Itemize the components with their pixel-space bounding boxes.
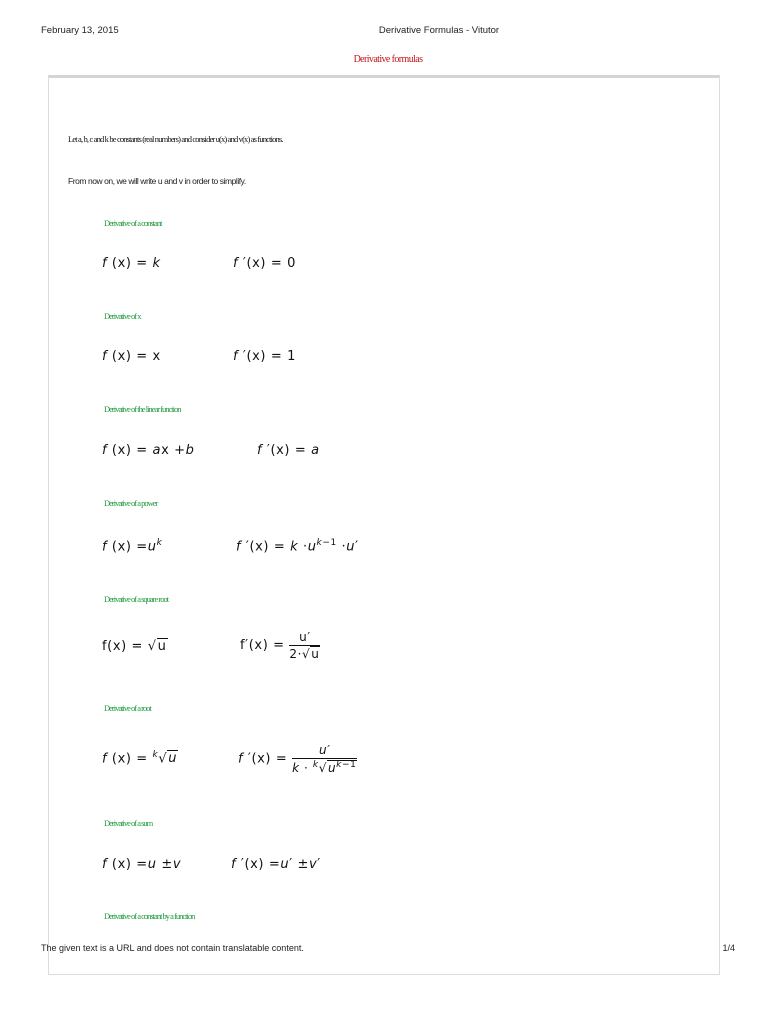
- formula-power: f $(x) =u^k$: [102, 538, 163, 555]
- heading-derivative-constant-by-function: Derivative of a constant by a function: [104, 911, 195, 921]
- heading-derivative-x: Derivative of x: [104, 311, 141, 321]
- derivative-constant: f ′(x) = 0: [233, 256, 296, 271]
- heading-derivative-linear: Derivative of the linear function: [104, 404, 181, 414]
- heading-derivative-sum: Derivative of a sum: [104, 818, 153, 828]
- intro-constants: Let a, b, c and k be constants (real numbers) and consider u(x) and v(x) as functions.: [68, 134, 283, 144]
- formula-linear: f (x) = ax +b: [102, 443, 195, 458]
- derivative-power: f $'(x) = k \cdot u^{k-1} \cdot u'$: [236, 538, 359, 555]
- derivative-x: f ′(x) = 1: [233, 349, 296, 364]
- derivative-sqrt: f′(x) = $\frac{u'}{2\cdot√u}$: [240, 630, 320, 661]
- content-frame: [48, 75, 720, 975]
- header-title: Derivative Formulas - Vitutor: [378, 25, 500, 36]
- formula-x: f (x) = x: [102, 349, 161, 364]
- heading-derivative-root: Derivative of a root: [104, 703, 151, 713]
- header-date: February 13, 2015: [41, 25, 119, 36]
- intro-simplify: From now on, we will write u and v in order to simplify.: [68, 176, 246, 186]
- heading-derivative-power: Derivative of a power: [104, 498, 158, 508]
- footer-note: The given text is a URL and does not contain translatable content.: [41, 943, 304, 953]
- page-number: 1/4: [722, 943, 735, 953]
- heading-derivative-constant: Derivative of a constant: [104, 218, 162, 228]
- heading-derivative-sqrt: Derivative of a square root: [104, 594, 169, 604]
- formula-sum: f (x) =u ±v: [102, 857, 182, 872]
- formula-sqrt: f(x) = √u: [102, 639, 167, 654]
- formula-constant: f (x) = k: [102, 256, 161, 271]
- formula-root: f (x) = $^k$√u: [102, 750, 178, 767]
- derivative-sum: f ′(x) =u′ ±v′: [231, 857, 321, 872]
- derivative-root: f ′(x) = $\frac{u'}{k \cdot ^k√u^{k-1}}$: [238, 743, 357, 775]
- derivative-linear: f ′(x) = a: [257, 443, 320, 458]
- document-title: Derivative formulas: [353, 54, 423, 65]
